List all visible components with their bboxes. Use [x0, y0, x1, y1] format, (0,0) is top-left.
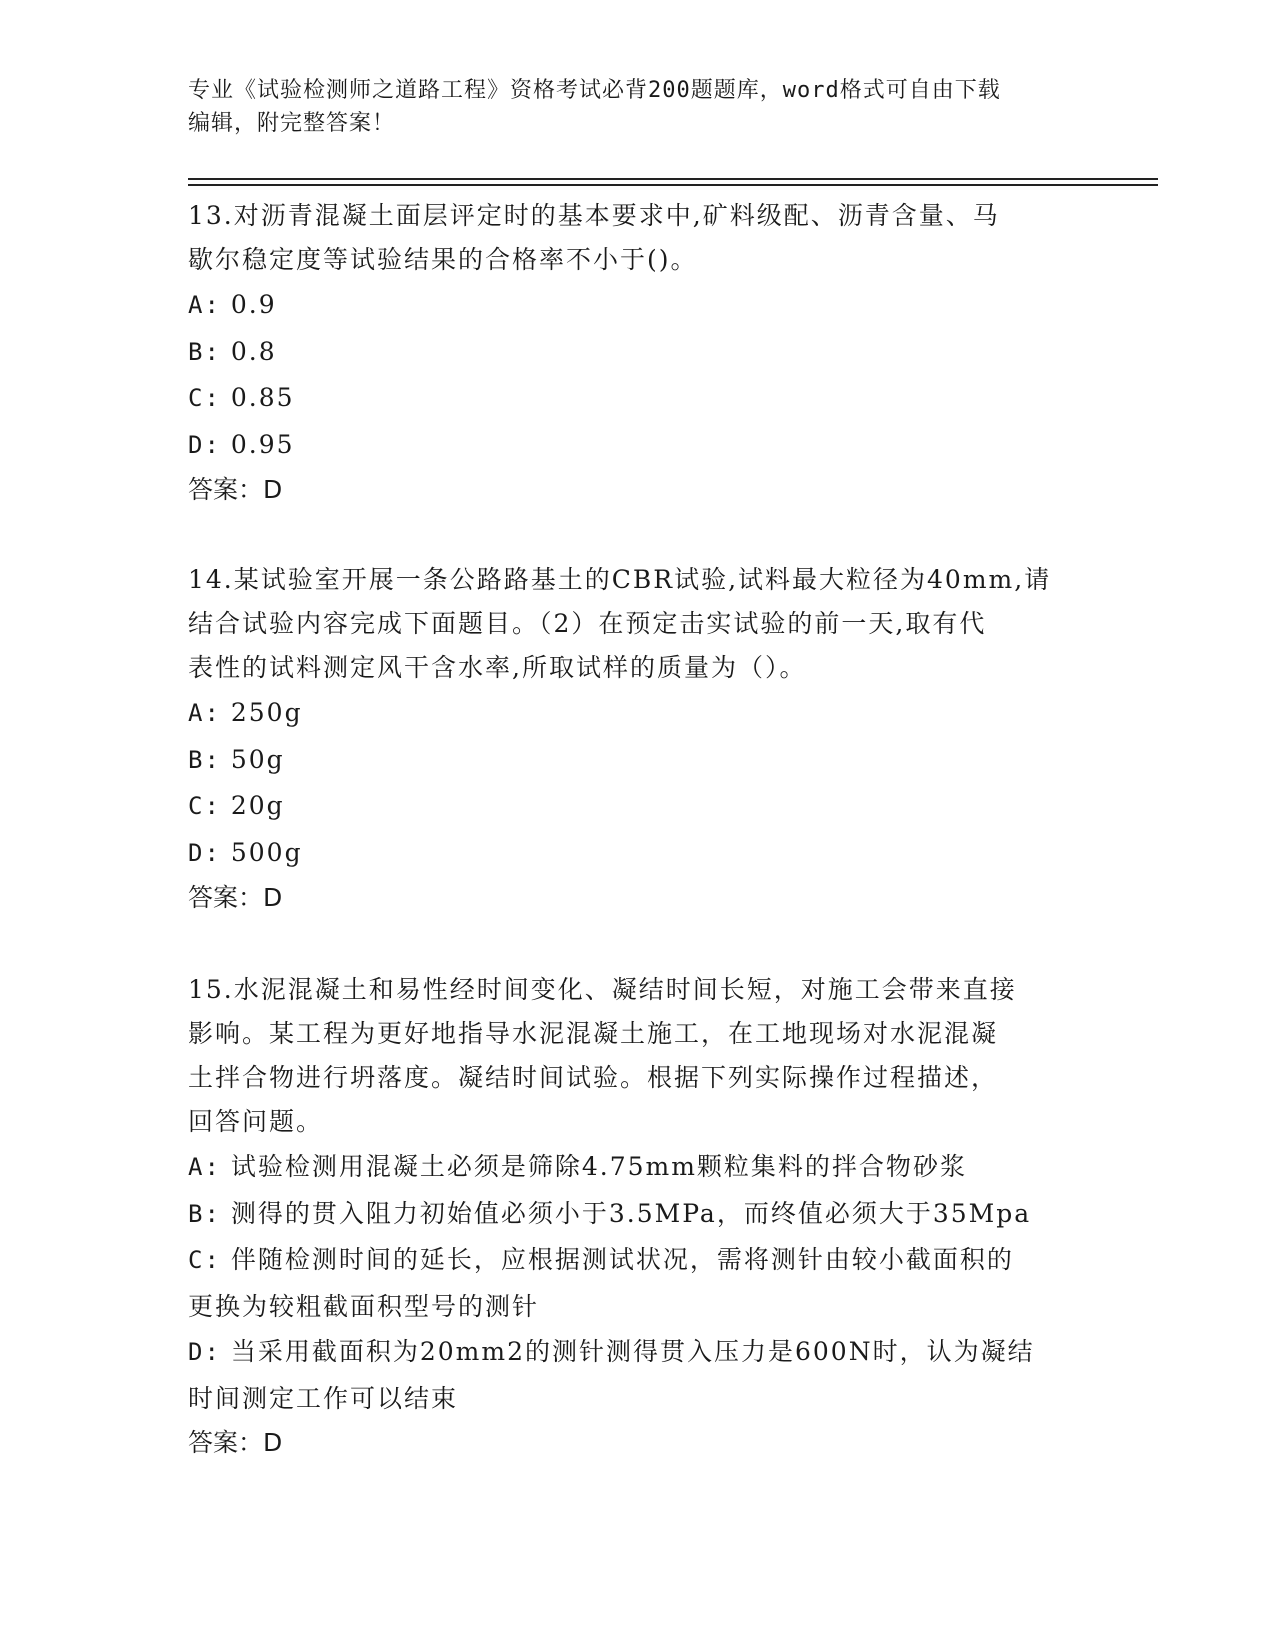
question-stem-line: 歇尔稳定度等试验结果的合格率不小于()。	[188, 245, 698, 274]
document-header	[188, 74, 1088, 140]
option-d	[188, 422, 1088, 469]
option-text: 0.95	[230, 429, 295, 459]
option-d	[188, 1329, 1088, 1376]
question-stem-line: 表性的试料测定风干含水率,所取试样的质量为（）。	[188, 653, 807, 682]
option-text: 0.9	[230, 290, 277, 319]
option-a	[188, 282, 1088, 329]
option-label: D:	[188, 430, 221, 459]
option-text: 0.8	[230, 336, 277, 366]
question-stem-line: 土拌合物进行坍落度。凝结时间试验。根据下列实际操作过程描述，	[188, 1063, 999, 1092]
question-stem-line: 结合试验内容完成下面题目。（2）在预定击实试验的前一天,取有代	[188, 609, 987, 638]
option-d	[188, 830, 1088, 877]
header-divider	[188, 184, 1158, 186]
option-b	[188, 737, 1088, 784]
option-label: B:	[188, 1199, 221, 1228]
answer-line: 答案：D	[188, 475, 283, 504]
question-14	[188, 558, 1088, 920]
option-text: 250g	[230, 698, 303, 727]
option-label: D:	[188, 1338, 221, 1366]
header-divider	[188, 178, 1158, 180]
option-label: A:	[188, 699, 221, 727]
option-c	[188, 1237, 1088, 1284]
option-label: B:	[188, 745, 221, 774]
option-text: 试验检测用混凝土必须是筛除4.75mm颗粒集料的拌合物砂浆	[230, 1152, 967, 1181]
header-line: 编辑，附完整答案！	[188, 111, 396, 136]
answer-line: 答案：D	[188, 1428, 283, 1457]
option-a	[188, 1144, 1088, 1191]
answer-line: 答案：D	[188, 883, 283, 912]
question-stem-line: 回答问题。	[188, 1107, 324, 1136]
option-label: C:	[188, 384, 221, 412]
option-b	[188, 1191, 1088, 1238]
option-b	[188, 329, 1088, 376]
option-a	[188, 690, 1088, 737]
option-text: 50g	[230, 744, 285, 774]
option-c	[188, 783, 1088, 830]
option-text: 20g	[230, 791, 285, 820]
option-d-continued: 时间测定工作可以结束	[188, 1383, 459, 1413]
option-label: B:	[188, 337, 221, 366]
question-stem-line: 15.水泥混凝土和易性经时间变化、凝结时间长短，对施工会带来直接	[188, 975, 1017, 1004]
question-stem-line: 影响。某工程为更好地指导水泥混凝土施工，在工地现场对水泥混凝	[188, 1019, 999, 1048]
header-line: 专业《试验检测师之道路工程》资格考试必背200题题库，word格式可自由下载	[188, 78, 1001, 103]
option-label: C:	[188, 792, 221, 820]
question-13	[188, 194, 1088, 512]
option-text: 500g	[230, 837, 303, 867]
option-text: 伴随检测时间的延长，应根据测试状况，需将测针由较小截面积的	[230, 1245, 1014, 1274]
option-label: A:	[188, 1153, 221, 1181]
question-stem-line: 14.某试验室开展一条公路路基土的CBR试验,试料最大粒径为40mm,请	[188, 565, 1052, 594]
option-c-continued: 更换为较粗截面积型号的测针	[188, 1291, 540, 1321]
option-text: 测得的贯入阻力初始值必须小于3.5MPa，而终值必须大于35Mpa	[230, 1198, 1032, 1228]
option-label: A:	[188, 291, 221, 319]
option-label: C:	[188, 1246, 221, 1274]
question-stem-line: 13.对沥青混凝土面层评定时的基本要求中,矿料级配、沥青含量、马	[188, 201, 1000, 230]
option-label: D:	[188, 838, 221, 867]
question-15	[188, 968, 1088, 1465]
option-c	[188, 375, 1088, 422]
option-text: 0.85	[230, 383, 295, 412]
option-text: 当采用截面积为20mm2的测针测得贯入压力是600N时，认为凝结	[230, 1337, 1035, 1366]
